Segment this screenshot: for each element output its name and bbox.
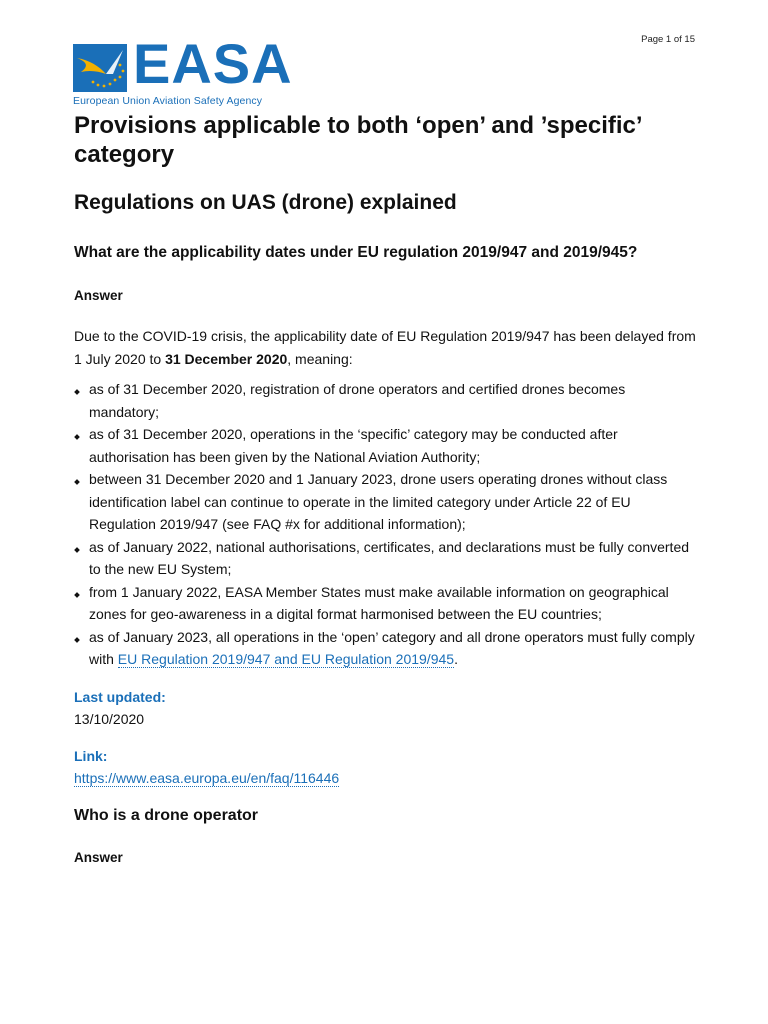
easa-bird-logo-icon [73, 44, 127, 92]
faq-question: What are the applicability dates under EU regulation 2019/947 and 2019/945? [74, 244, 638, 261]
bullet-diamond-icon [74, 434, 80, 440]
page-indicator: Page 1 of 15 [641, 34, 695, 45]
list-item [74, 536, 696, 581]
logo-wordmark: EASA [133, 32, 293, 95]
last-updated-value: 13/10/2020 [74, 710, 145, 727]
faq-url-link[interactable]: https://www.easa.europa.eu/en/faq/116446 [74, 769, 340, 786]
answer-intro [74, 325, 696, 370]
bullet-diamond-icon [74, 592, 80, 598]
logo-subtitle: European Union Aviation Safety Agency [73, 95, 263, 107]
faq-question-2: Who is a drone operator [74, 806, 259, 824]
intro-text: Due to the COVID-19 crisis, the applicability date of EU Regulation 2019/947 has been delayed from 1 July 2020 to [74, 328, 696, 367]
list-item [74, 626, 696, 671]
easa-logo [73, 32, 293, 110]
bullet-diamond-icon [74, 389, 80, 395]
list-item [74, 468, 696, 536]
list-item-text: as of 31 December 2020, registration of drone operators and certified drones becomes mandatory; [89, 381, 626, 420]
last-updated-label: Last updated: [74, 688, 166, 705]
list-item [74, 423, 696, 468]
list-item [74, 378, 696, 423]
list-item-text: between 31 December 2020 and 1 January 2023, drone users operating drones without class identification label can continue to operate in the limited category under Article 22 of EU Regulation 2019/947 (see FAQ #x for additional information); [89, 471, 668, 532]
page-title: Provisions applicable to both ‘open’ and ’specific’ category [74, 112, 642, 168]
list-item-text: as of January 2022, national authorisations, certificates, and declarations must be fully converted to the new EU System; [89, 538, 690, 577]
list-item-text: from 1 January 2022, EASA Member States must make available information on geographical zones for geo-awareness in a digital format harmonised between the EU countries; [89, 583, 669, 622]
section-heading: Regulations on UAS (drone) explained [74, 191, 457, 214]
answer-label-2: Answer [74, 849, 123, 865]
list-item-text: as of January 2023, all operations in the ‘open’ category and all drone operators must fully comply with [89, 628, 695, 667]
intro-text-end: , meaning: [287, 350, 353, 367]
document-body [74, 111, 696, 867]
bullet-diamond-icon [74, 637, 80, 643]
regulation-link[interactable]: EU Regulation 2019/947 and EU Regulation 2019/945 [117, 651, 455, 667]
list-item-text-end: . [454, 651, 458, 667]
intro-bold-date: 31 December 2020 [165, 350, 288, 367]
bullet-diamond-icon [74, 479, 80, 485]
link-label: Link: [74, 747, 108, 764]
list-item [74, 581, 696, 626]
list-item-text: as of 31 December 2020, operations in the ‘specific’ category may be conducted after authorisation has been given by the National Aviation Authority; [89, 426, 618, 465]
bullet-list [74, 378, 696, 671]
bullet-diamond-icon [74, 547, 80, 553]
answer-label: Answer [74, 288, 123, 303]
